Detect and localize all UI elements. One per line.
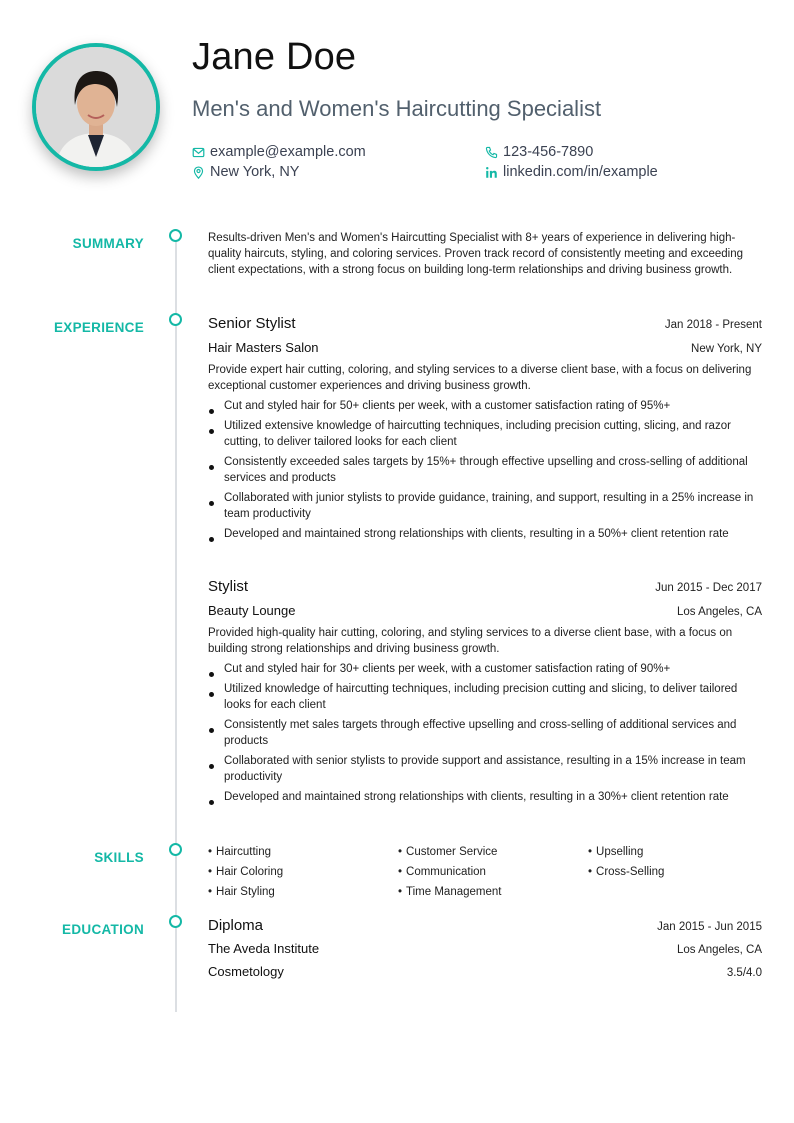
candidate-name: Jane Doe [192,36,357,78]
achievement-item: Utilized extensive knowledge of haircutting techniques, including precision cutting, slicing, and razor cutting, to deliver tailored looks for each client [208,418,762,450]
job-location: New York, NY [691,343,762,355]
achievement-list [208,398,762,542]
summary-section [208,230,762,278]
company-name: Hair Masters Salon [208,340,319,355]
location-text: New York, NY [210,164,300,180]
skill-item: • Haircutting [208,844,398,860]
education-dates: Jan 2015 - Jun 2015 [657,921,762,933]
avatar [32,43,160,171]
achievement-item: Utilized knowledge of haircutting techniques, including precision cutting and slicing, to deliver tailored looks for each client [208,681,762,713]
mail-icon [192,146,205,159]
job-title: Stylist [208,578,249,595]
achievement-item: Cut and styled hair for 50+ clients per week, with a customer satisfaction rating of 95%+ [208,398,762,414]
contact-phone[interactable] [485,143,593,161]
skills-section [208,844,762,900]
school-name: The Aveda Institute [208,941,320,956]
achievement-item: Collaborated with senior stylists to provide support and assistance, resulting in a 15% increase in team productivity [208,753,762,785]
profile-photo [36,47,156,167]
school-location: Los Angeles, CA [676,944,762,956]
contact-email[interactable] [192,143,366,161]
location-pin-icon [192,166,205,179]
skill-item: • Hair Coloring [208,864,398,880]
contact-linkedin[interactable] [485,163,658,181]
skill-item: • Hair Styling [208,884,398,900]
linkedin-icon [485,166,498,179]
summary-text: Results-driven Men's and Women's Haircutting Specialist with 8+ years of experience in delivering high-quality haircuts, styling, and coloring services. Proven track record of consistently meeting and exceeding client expectations, with a strong focus on building long-term relationships and driving business growth. [208,232,744,276]
skill-item: • Communication [398,864,588,880]
gpa: 3.5/4.0 [726,967,762,979]
skill-item: • Time Management [398,884,588,900]
section-title-skills: SKILLS [94,850,144,865]
phone-text: 123-456-7890 [503,144,594,160]
section-title-experience: EXPERIENCE [53,320,144,335]
job-description: Provide expert hair cutting, coloring, and styling services to a diverse client base, with a focus on delivering exceptional customer experiences and driving business growth. [208,364,752,392]
skill-item: • Customer Service [398,844,588,860]
job-description: Provided high-quality hair cutting, coloring, and styling services to a diverse client base, with a focus on building strong relationships and driving business growth. [208,627,733,655]
company-name: Beauty Lounge [208,603,296,618]
section-title-summary: SUMMARY [72,236,144,251]
achievement-item: Developed and maintained strong relationships with clients, resulting in a 30%+ client retention rate [208,789,762,805]
job-dates: Jan 2018 - Present [664,319,762,331]
skill-item: • Cross-Selling [588,864,762,880]
experience-entry [208,578,762,809]
achievement-item: Consistently met sales targets through effective upselling and cross-selling of additional services and products [208,717,762,749]
achievement-list [208,661,762,805]
job-location: Los Angeles, CA [676,606,762,618]
contact-location [192,163,299,181]
achievement-item: Cut and styled hair for 30+ clients per week, with a customer satisfaction rating of 90%+ [208,661,762,677]
timeline-dot-experience [169,313,182,326]
linkedin-text: linkedin.com/in/example [503,164,658,180]
candidate-title: Men's and Women's Haircutting Specialist [192,96,602,121]
phone-icon [485,146,498,159]
achievement-item: Developed and maintained strong relationships with clients, resulting in a 50%+ client retention rate [208,526,762,542]
skills-grid [208,844,762,900]
job-dates: Jun 2015 - Dec 2017 [655,582,762,594]
section-title-education: EDUCATION [62,922,144,937]
experience-entry [208,315,762,546]
timeline-dot-skills [169,843,182,856]
degree: Diploma [208,917,264,934]
timeline-dot-summary [169,229,182,242]
achievement-item: Collaborated with junior stylists to provide guidance, training, and support, resulting in a 25% increase in team productivity [208,490,762,522]
achievement-item: Consistently exceeded sales targets by 15%+ through effective upselling and cross-selling of additional services and products [208,454,762,486]
job-title: Senior Stylist [208,315,296,332]
skill-item: • Upselling [588,844,762,860]
field-of-study: Cosmetology [208,964,284,979]
resume-header [0,0,794,200]
email-text: example@example.com [210,144,366,160]
timeline-line [175,236,177,1012]
timeline-dot-education [169,915,182,928]
education-entry [208,917,762,985]
